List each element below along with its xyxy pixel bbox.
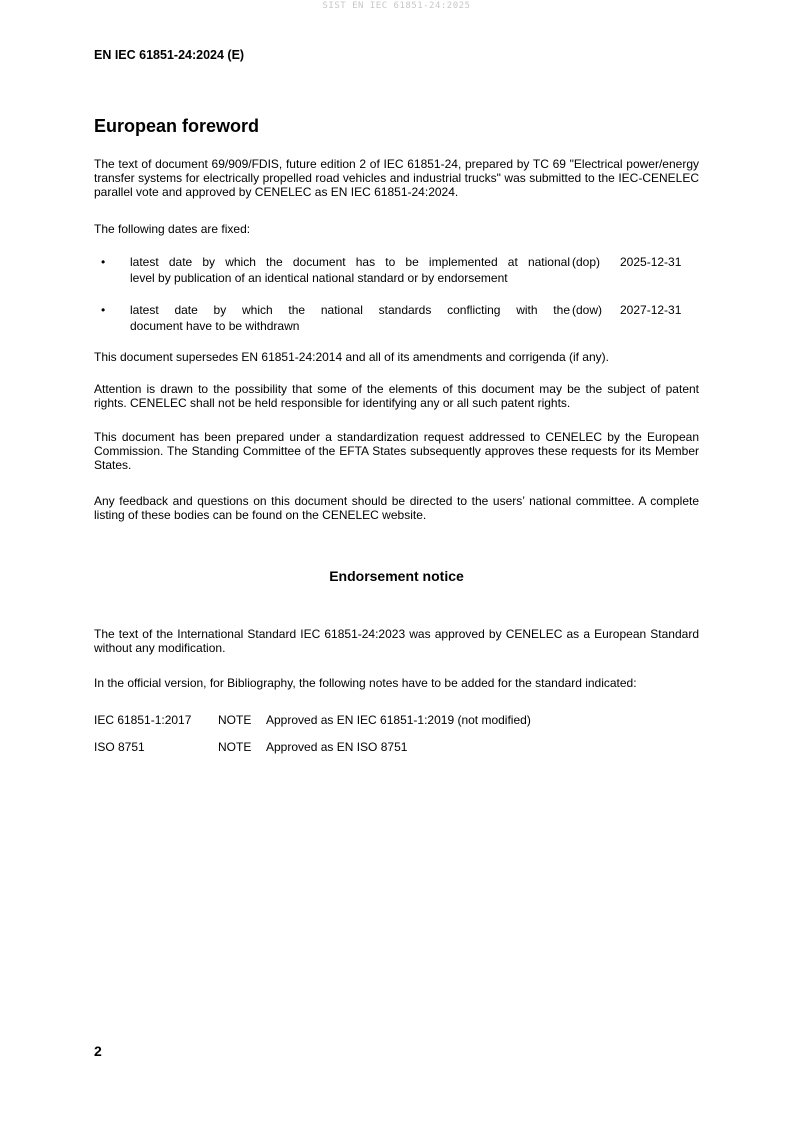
foreword-intro: The text of document 69/909/FDIS, future edition 2 of IEC 61851-24, prepared by TC 69 "Electrical power/energy transfer systems for electrically propelled road vehicles and industrial trucks" was submitted to the IEC-CENELEC parallel vote and approved by CENELEC as EN IEC 61851-24:2024. xyxy=(94,157,699,199)
endorsement-text: The text of the International Standard IEC 61851-24:2023 was approved by CENELEC as a European Standard without any modification. xyxy=(94,627,699,655)
endorsement-title: Endorsement notice xyxy=(329,568,464,584)
date-item-dop xyxy=(94,254,699,286)
supersedes-text: This document supersedes EN 61851-24:2014 and all of its amendments and corrigenda (if any). xyxy=(94,350,609,364)
date-item-code: (dow) xyxy=(572,303,603,317)
note-text: Approved as EN ISO 8751 xyxy=(266,740,408,754)
date-item-dow xyxy=(94,302,699,334)
dates-intro-paragraph xyxy=(94,222,699,236)
bullet-icon: • xyxy=(101,303,106,317)
foreword-intro-paragraph xyxy=(94,157,699,199)
page-number: 2 xyxy=(94,1043,102,1059)
bibliography-intro: In the official version, for Bibliography, the following notes have to be added for the standard indicated: xyxy=(94,676,637,690)
feedback-text: Any feedback and questions on this document should be directed to the users’ national committee. A complete listing of these bodies can be found on the CENELEC website. xyxy=(94,494,699,522)
foreword-title: European foreword xyxy=(94,116,260,136)
note-label: NOTE xyxy=(218,740,252,754)
bibliography-intro-paragraph xyxy=(94,676,699,690)
patent-text: Attention is drawn to the possibility that some of the elements of this document may be the subject of patent rights. CENELEC shall not be held responsible for identifying any or all such patent rights. xyxy=(94,382,699,410)
watermark: SIST EN IEC 61851-24:2025 xyxy=(322,1,471,11)
document-code: EN IEC 61851-24:2024 (E) xyxy=(94,48,245,62)
note-reference: IEC 61851-1:2017 xyxy=(94,713,192,727)
date-item-date: 2027-12-31 xyxy=(620,303,682,317)
bullet-icon: • xyxy=(101,255,106,269)
date-item-description-continued: document have to be withdrawn xyxy=(130,319,300,333)
date-item-description-continued: level by publication of an identical national standard or by endorsement xyxy=(130,271,508,285)
feedback-paragraph xyxy=(94,494,699,522)
supersedes-paragraph xyxy=(94,350,699,364)
date-item-description: latest date by which the national standards conflicting with the xyxy=(130,303,570,317)
dates-intro: The following dates are fixed: xyxy=(94,222,251,236)
date-item-description: latest date by which the document has to be implemented at national xyxy=(130,255,570,269)
mandate-paragraph xyxy=(94,430,699,472)
date-item-code: (dop) xyxy=(572,255,601,269)
patent-paragraph xyxy=(94,382,699,410)
note-text: Approved as EN IEC 61851-1:2019 (not modified) xyxy=(266,713,531,727)
mandate-text: This document has been prepared under a standardization request addressed to CENELEC by the European Commission. The Standing Committee of the EFTA States subsequently approves these requests for its Member States. xyxy=(94,430,699,472)
note-label: NOTE xyxy=(218,713,252,727)
note-reference: ISO 8751 xyxy=(94,740,145,754)
date-item-date: 2025-12-31 xyxy=(620,255,682,269)
endorsement-paragraph xyxy=(94,627,699,655)
